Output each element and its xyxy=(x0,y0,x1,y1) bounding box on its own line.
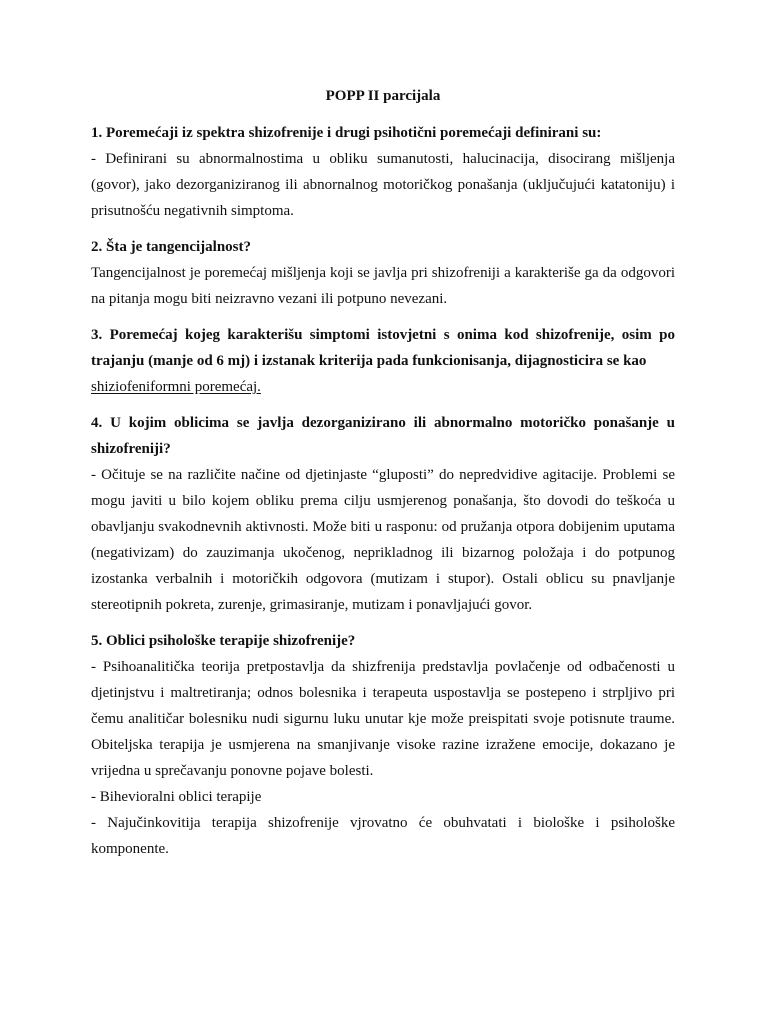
question-2: 2. Šta je tangencijalnost? xyxy=(91,239,251,255)
section-1 xyxy=(91,120,675,224)
section-5 xyxy=(91,628,675,862)
question-1: 1. Poremećaji iz spektra shizofrenije i drugi psihotični poremećaji definirani su: xyxy=(91,125,602,141)
document-page xyxy=(91,86,675,872)
answer-2-paragraph: Tangencijalnost je poremećaj mišljenja koji se javlja pri shizofreniji a karakteriše ga da odgovori na pitanja mogu biti neizravno vezani ili potpuno nevezani. xyxy=(91,265,675,307)
question-5: 5. Oblici psihološke terapije shizofrenije? xyxy=(91,633,356,649)
question-4: 4. U kojim oblicima se javlja dezorganizirano ili abnormalno motoričko ponašanje u shizofreniji? xyxy=(91,415,675,457)
answer-5-paragraph-1: - Psihoanalitička teorija pretpostavlja da shizfrenija predstavlja povlačenje od odbačenosti u djetinjstvu i maltretiranja; odnos bolesnika i terapeuta uspostavlja se postepeno i strpljivo pri čemu analitičar bolesniku nudi sigurnu luku unutar kje može preispitati svoje potisnute traume. Obiteljska terapija je usmjerena na smanjivanje visoke razine izražene emocije, dokazano je vrijedna u sprečavanju ponovne pojave bolesti. xyxy=(91,659,675,779)
answer-5-paragraph-2: - Bihevioralni oblici terapije xyxy=(91,789,262,805)
answer-3-paragraph xyxy=(91,374,675,400)
answer-3-underlined: shiziofeniformni poremećaj. xyxy=(91,379,261,395)
section-4 xyxy=(91,410,675,618)
answer-5-paragraph-3: - Najučinkovitija terapija shizofrenije vjrovatno će obuhvatati i biološke i psihološke komponente. xyxy=(91,815,675,857)
document-title: POPP II parcijala xyxy=(325,88,441,104)
section-2 xyxy=(91,234,675,312)
answer-4-paragraph: - Očituje se na različite načine od djetinjaste “gluposti” do nepredvidive agitacije. Problemi se mogu javiti u bilo kojem obliku prema cilju usmjerenog ponašanja, što dovodi do teškoća u obavljanju svakodnevnih aktivnosti. Može biti u rasponu: od pružanja otpora dobijenim uputama (negativizam) do zauzimanja ukočenog, neprikladnog ili bizarnog položaja i do potpunog izostanka verbalnih i motoričkih odgovora (mutizam i stupor). Ostali oblicu su pnavljanje stereotipnih pokreta, zurenje, grimasiranje, mutizam i ponavljajući govor. xyxy=(91,467,675,613)
answer-1-paragraph: - Definirani su abnormalnostima u obliku sumanutosti, halucinacija, disocirang mišljenja (govor), jako dezorganiziranog ili abnornalnog motoričkog ponašanja (uključujući katatoniju) i prisutnošću negativnih simptoma. xyxy=(91,151,675,219)
section-3 xyxy=(91,322,675,400)
question-3: 3. Poremećaj kojeg karakterišu simptomi istovjetni s onima kod shizofrenije, osim po trajanju (manje od 6 mj) i izstanak kriterija pada funkcionisanja, dijagnosticira se kao xyxy=(91,327,675,369)
